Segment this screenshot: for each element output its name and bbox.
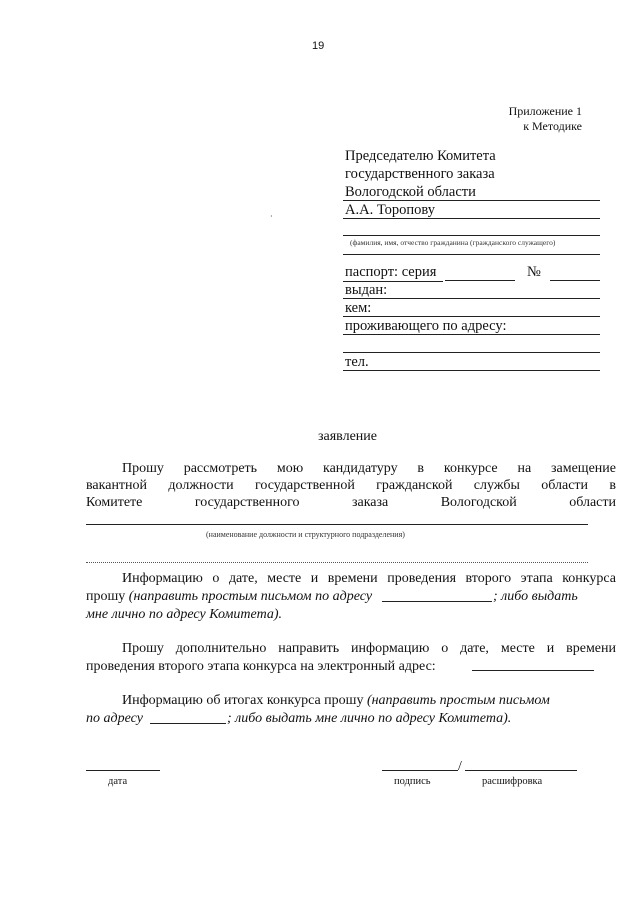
position-line <box>86 524 588 525</box>
p2-line-1: Информацию о дате, месте и времени проведения второго этапа конкурса <box>122 571 616 586</box>
appendix-line-2: к Методике <box>523 119 582 133</box>
passport-series-line <box>445 280 515 281</box>
passport-label: паспорт: серия <box>345 264 437 280</box>
p1-line-3: Комитете государственного заказа Вологодской области <box>86 495 616 510</box>
decoding-label: расшифровка <box>482 776 543 787</box>
p4-line-2-a: по адресу <box>86 711 143 726</box>
p2-address-blank <box>382 601 492 602</box>
recipient-line-3: Вологодской области <box>345 184 476 200</box>
issued-line <box>343 298 600 299</box>
p1-line-1: Прошу рассмотреть мою кандидатуру в конкурсе на замещение <box>122 461 616 476</box>
p4-line-1-b: (направить простым письмом <box>366 693 550 708</box>
page-number: 19 <box>312 40 325 52</box>
address-line-2 <box>343 352 600 353</box>
date-label: дата <box>108 776 128 787</box>
recipient-underline-2 <box>343 218 600 219</box>
stray-mark: · <box>270 212 273 221</box>
p3-line-1: Прошу дополнительно направить информацию о дате, месте и времени <box>122 641 616 656</box>
address-line-1 <box>343 334 600 335</box>
p4-line-1-a: Информацию об итогах конкурса прошу <box>122 693 364 708</box>
number-sign: № <box>527 264 541 280</box>
p2-line-2-a: прошу <box>86 589 126 604</box>
fio-underline-2 <box>343 254 600 255</box>
by-line <box>343 316 600 317</box>
p2-line-2-c: ; либо выдать <box>493 589 578 604</box>
by-label: кем: <box>345 300 372 316</box>
phone-label: тел. <box>345 354 369 370</box>
phone-line <box>343 370 600 371</box>
address-label: проживающего по адресу: <box>345 318 507 334</box>
signature-label: подпись <box>394 776 431 787</box>
recipient-line-1: Председателю Комитета <box>345 148 496 164</box>
position-line-2 <box>86 562 588 563</box>
email-blank <box>472 670 594 671</box>
p1-line-2: вакантной должности государственной гражданской службы области в <box>86 478 616 493</box>
recipient-line-2: государственного заказа <box>345 166 495 182</box>
date-line <box>86 770 160 771</box>
p4-address-blank <box>150 723 226 724</box>
statement-title: заявление <box>318 429 378 444</box>
p4-line-2-b: ; либо выдать мне лично по адресу Комитета). <box>227 711 512 726</box>
decoding-line <box>465 770 577 771</box>
fio-caption: (фамилия, имя, отчество гражданина (гражданского служащего) <box>350 238 556 247</box>
issued-label: выдан: <box>345 282 388 298</box>
signature-slash: / <box>458 759 462 774</box>
recipient-underline-1 <box>343 200 600 201</box>
fio-line <box>343 235 600 236</box>
passport-number-line <box>550 280 600 281</box>
appendix-line-1: Приложение 1 <box>508 104 582 118</box>
p2-line-3: мне лично по адресу Комитета). <box>86 607 283 622</box>
p3-line-2: проведения второго этапа конкурса на электронный адрес: <box>86 659 436 674</box>
p2-line-2-b: (направить простым письмом по адресу <box>128 589 373 604</box>
signature-line <box>382 770 458 771</box>
position-caption: (наименование должности и структурного подразделения) <box>206 530 405 539</box>
recipient-name: А.А. Торопову <box>345 202 435 218</box>
